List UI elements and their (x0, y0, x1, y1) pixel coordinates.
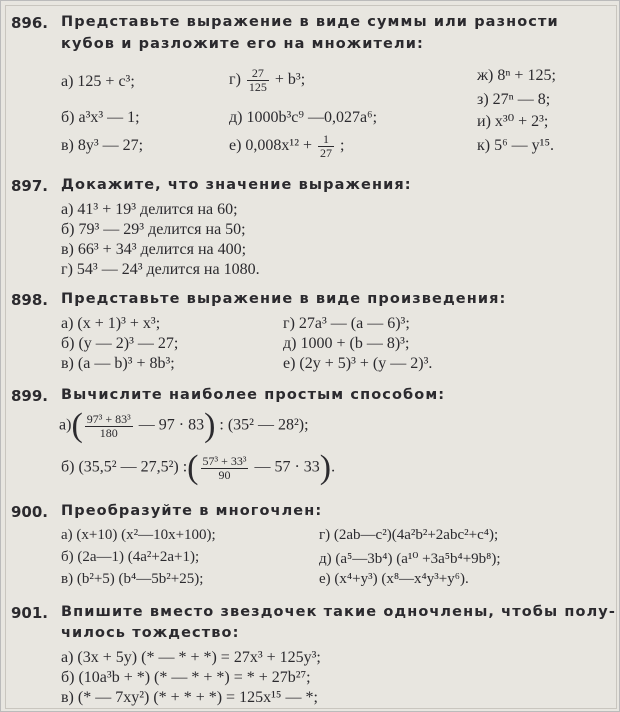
problem-896-b: б) a³x³ — 1; (61, 109, 140, 126)
fraction (201, 455, 249, 482)
problem-898-e: е) (2y + 5)³ + (y — 2)³. (283, 355, 433, 372)
problem-899-a-mid: — 97 · 83 (138, 416, 205, 434)
fraction-numerator: 97³ + 83³ (86, 411, 131, 426)
problem-900-d: д) (a⁵—3b⁴) (a¹⁰ +3a⁵b⁴+9b⁸); (319, 551, 501, 567)
paren-open: ( (187, 449, 199, 486)
problem-898-number: 898. (11, 291, 49, 309)
problem-901-heading-cont: чилось тождество: (61, 625, 240, 641)
problem-897-a: а) 41³ + 19³ делится на 60; (61, 201, 238, 218)
problem-898-heading: Представьте выражение в виде произведения: (61, 291, 507, 307)
fraction-numerator: 1 (318, 133, 334, 147)
problem-896-number: 896. (11, 14, 49, 32)
problem-896-v: в) 8y³ — 27; (61, 137, 144, 154)
problem-900-number: 900. (11, 503, 49, 521)
problem-897-number: 897. (11, 177, 49, 195)
fraction (247, 67, 269, 94)
fraction-denominator: 90 (218, 467, 231, 482)
problem-896-heading-cont: кубов и разложите его на множители: (61, 36, 424, 52)
problem-899-a-prefix: а) (59, 416, 72, 434)
fraction-denominator: 180 (99, 425, 118, 440)
fraction-denominator: 125 (248, 80, 267, 94)
problem-901-number: 901. (11, 604, 49, 622)
problem-899-a-suffix: : (35² — 28²); (219, 416, 309, 434)
problem-898-g: г) 27a³ — (a — 6)³; (283, 315, 410, 332)
problem-896-zh: ж) 8ⁿ + 125; (477, 67, 556, 84)
problem-896-g-prefix: г) (229, 71, 241, 89)
problem-896-k: к) 5⁶ — y¹⁵. (477, 137, 555, 154)
problem-900-b: б) (2a—1) (4a²+2a+1); (61, 549, 200, 565)
problem-896-z: з) 27ⁿ — 8; (477, 91, 551, 108)
problem-899-b (61, 451, 335, 485)
problem-900-a: а) (x+10) (x²—10x+100); (61, 527, 216, 543)
problem-897-heading: Докажите, что значение выражения: (61, 177, 412, 193)
problem-899-b-prefix: б) (35,5² — 27,5²) : (61, 458, 188, 476)
problem-898-v: в) (a — b)³ + 8b³; (61, 355, 175, 372)
problem-898-b: б) (y — 2)³ — 27; (61, 335, 179, 352)
problem-896-e-prefix: е) 0,008x¹² + (229, 137, 313, 155)
problem-896-d: д) 1000b³c⁹ —0,027a⁶; (229, 109, 378, 126)
problem-897-g: г) 54³ — 24³ делится на 1080. (61, 261, 260, 278)
problem-898-d: д) 1000 + (b — 8)³; (283, 335, 410, 352)
problem-901-v: в) (* — 7xy²) (* + * + *) = 125x¹⁵ — *; (61, 689, 318, 706)
fraction-numerator: 27 (247, 67, 269, 81)
paren-open: ( (71, 407, 83, 444)
problem-896-e-suffix: ; (340, 137, 345, 155)
problem-899-number: 899. (11, 387, 49, 405)
problem-900-v: в) (b²+5) (b⁴—5b²+25); (61, 571, 204, 587)
fraction-denominator: 27 (320, 146, 333, 160)
problem-900-e: е) (x⁴+y³) (x⁸—x⁴y³+y⁶). (319, 571, 469, 587)
paren-close: ) (204, 407, 216, 444)
problem-897-b: б) 79³ — 29³ делится на 50; (61, 221, 246, 238)
problem-899-b-mid: — 57 · 33 (254, 458, 320, 476)
problem-898-a: а) (x + 1)³ + x³; (61, 315, 161, 332)
problem-896-a: а) 125 + c³; (61, 73, 135, 90)
fraction (85, 413, 133, 440)
problem-899-heading: Вычислите наиболее простым способом: (61, 387, 446, 403)
problem-899-a (59, 409, 309, 443)
problem-899-b-suffix: . (331, 458, 336, 476)
problem-901-a: а) (3x + 5y) (* — * + *) = 27x³ + 125y³; (61, 649, 321, 666)
problem-897-v: в) 66³ + 34³ делится на 400; (61, 241, 247, 258)
problem-896-heading: Представьте выражение в виде суммы или разности (61, 14, 559, 30)
fraction (318, 133, 334, 160)
problem-896-g-suffix: + b³; (274, 71, 306, 89)
problem-896-e (229, 133, 345, 160)
problem-901-heading: Впишите вместо звездочек такие одночлены, чтобы полу- (61, 604, 616, 620)
fraction-numerator: 57³ + 33³ (202, 453, 247, 468)
paren-close: ) (319, 449, 332, 486)
problem-901-b: б) (10a³b + *) (* — * + *) = * + 27b²⁷; (61, 669, 311, 686)
problem-900-g: г) (2ab—c²)(4a²b²+2abc²+c⁴); (319, 527, 499, 543)
problem-896-g (229, 67, 305, 94)
problem-896-i: и) x³⁰ + 2³; (477, 113, 549, 130)
problem-900-heading: Преобразуйте в многочлен: (61, 503, 323, 519)
